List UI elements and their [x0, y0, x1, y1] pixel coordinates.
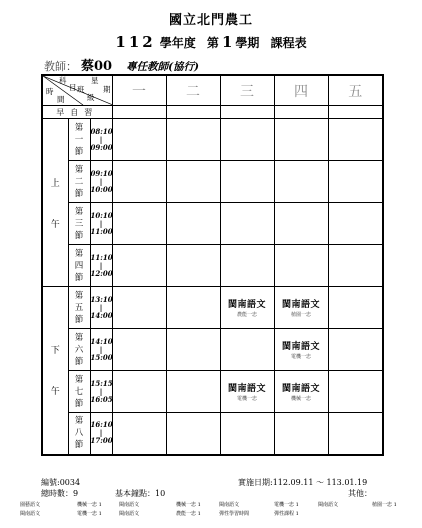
- period-number: 第 三 節: [68, 203, 90, 245]
- period-row-2: [42, 161, 383, 203]
- teacher-line: [44, 55, 199, 74]
- slot-p1-thu[interactable]: [274, 119, 328, 161]
- summary-item: 閩南語文: [20, 511, 41, 517]
- slot-p8-thu[interactable]: [274, 413, 328, 455]
- slot-p6-thu[interactable]: [274, 329, 328, 371]
- period-time: 15:15 | 16:05: [90, 371, 112, 413]
- slot-p3-fri[interactable]: [328, 203, 383, 245]
- slot-p2-thu[interactable]: [274, 161, 328, 203]
- summary-item: 閩南語文: [318, 502, 339, 508]
- slot-p6-wed[interactable]: [220, 329, 274, 371]
- slot-p3-mon[interactable]: [112, 203, 166, 245]
- session-am: [42, 119, 68, 287]
- slot-p6-mon[interactable]: [112, 329, 166, 371]
- course-name: 閩南語文: [281, 384, 320, 394]
- slot-p7-mon[interactable]: [112, 371, 166, 413]
- session-am-char-1: 上: [50, 178, 60, 189]
- slot-p7-thu[interactable]: [274, 371, 328, 413]
- morning-row: [42, 106, 383, 119]
- course-class: 機械一忠: [290, 396, 311, 402]
- summary-item: 閩南語文: [119, 502, 140, 508]
- slot-p8-mon[interactable]: [112, 413, 166, 455]
- slot-p5-mon[interactable]: [112, 287, 166, 329]
- timetable-header-row: [42, 75, 383, 106]
- teacher-name: 蔡00: [81, 59, 113, 74]
- header-subject: 科: [59, 76, 67, 85]
- course-class: 農能一忠: [236, 312, 257, 318]
- period-time: 16:10 | 17:00: [90, 413, 112, 455]
- teacher-role: 專任教師(協行): [126, 61, 200, 73]
- course-name: 閩南語文: [281, 342, 320, 352]
- slot-p5-thu[interactable]: [274, 287, 328, 329]
- period-row-4: [42, 245, 383, 287]
- summary-item: 園藝語文: [20, 502, 41, 508]
- header-interval: 間: [57, 95, 65, 104]
- semester-number: 1: [221, 33, 233, 51]
- teacher-label: 教師：: [44, 60, 77, 73]
- slot-p3-wed[interactable]: [220, 203, 274, 245]
- period-number: 第 一 節: [68, 119, 90, 161]
- slot-p1-tue[interactable]: [166, 119, 220, 161]
- period-time: 10:10 | 11:00: [90, 203, 112, 245]
- slot-p5-tue[interactable]: [166, 287, 220, 329]
- slot-p5-fri[interactable]: [328, 287, 383, 329]
- summary-item: 電機一忠 1: [77, 511, 102, 517]
- day-header-fri: 五: [328, 75, 383, 106]
- summary-item: 機械一忠 1: [77, 502, 102, 508]
- day-header-tue: 二: [166, 75, 220, 106]
- slot-p6-fri[interactable]: [328, 329, 383, 371]
- year-number: 112: [115, 33, 156, 51]
- period-time: 11:10 | 12:00: [90, 245, 112, 287]
- period-row-7: [42, 371, 383, 413]
- slot-p8-tue[interactable]: [166, 413, 220, 455]
- header-period-day: 期: [103, 85, 111, 94]
- slot-p8-fri[interactable]: [328, 413, 383, 455]
- course-class: 電機一忠: [236, 396, 257, 402]
- summary-item: 閩南語文: [119, 511, 140, 517]
- document-label: 課程表: [270, 36, 307, 50]
- period-time: 14:10 | 15:00: [90, 329, 112, 371]
- slot-p1-wed[interactable]: [220, 119, 274, 161]
- period-number: 第 二 節: [68, 161, 90, 203]
- slot-p2-fri[interactable]: [328, 161, 383, 203]
- course-name: 閩南語文: [227, 300, 266, 310]
- period-number: 第 四 節: [68, 245, 90, 287]
- course-name: 閩南語文: [281, 300, 320, 310]
- period-time: 13:10 | 14:00: [90, 287, 112, 329]
- slot-p2-wed[interactable]: [220, 161, 274, 203]
- period-row-6: [42, 329, 383, 371]
- day-header-thu: 四: [274, 75, 328, 106]
- total-hours: 總時數：9: [41, 489, 79, 498]
- base-hours: 基本鐘點：10: [115, 489, 166, 498]
- corner-header-cell: [42, 75, 112, 106]
- session-pm: [42, 287, 68, 455]
- semester-prefix: 第: [206, 36, 219, 50]
- slot-p4-mon[interactable]: [112, 245, 166, 287]
- period-number: 第 八 節: [68, 413, 90, 455]
- session-am-char-2: 午: [50, 219, 60, 230]
- period-row-5: [42, 287, 383, 329]
- slot-p7-wed[interactable]: [220, 371, 274, 413]
- slot-p4-fri[interactable]: [328, 245, 383, 287]
- slot-p5-wed[interactable]: [220, 287, 274, 329]
- year-label: 學年度: [159, 36, 196, 50]
- slot-p3-tue[interactable]: [166, 203, 220, 245]
- summary-item: 彈性學習時間: [219, 511, 250, 517]
- morning-cell: [220, 106, 274, 119]
- period-number: 第 五 節: [68, 287, 90, 329]
- slot-p4-tue[interactable]: [166, 245, 220, 287]
- day-header-mon: 一: [112, 75, 166, 106]
- slot-p1-mon[interactable]: [112, 119, 166, 161]
- header-weekday: 星: [91, 76, 99, 85]
- slot-p1-fri[interactable]: [328, 119, 383, 161]
- slot-p4-thu[interactable]: [274, 245, 328, 287]
- slot-p2-tue[interactable]: [166, 161, 220, 203]
- course-class: 電機一忠: [290, 354, 311, 360]
- slot-p6-tue[interactable]: [166, 329, 220, 371]
- effective-date: 實施日期:112.09.11 ～ 113.01.19: [238, 478, 368, 487]
- slot-p2-mon[interactable]: [112, 161, 166, 203]
- header-item: 目: [69, 83, 77, 92]
- morning-cell: [112, 106, 166, 119]
- summary-item: 植園一忠 1: [372, 502, 397, 508]
- morning-label: 早自習: [42, 106, 112, 119]
- session-pm-char-1: 下: [50, 346, 60, 357]
- period-number: 第 六 節: [68, 329, 90, 371]
- summary-item: 機械一忠 1: [176, 502, 201, 508]
- schedule-title: [0, 33, 422, 51]
- morning-cell: [274, 106, 328, 119]
- summary-item: 農能一忠 1: [176, 511, 201, 517]
- summary-item: 閩南語文: [219, 502, 240, 508]
- summary-item: 電機一忠 1: [274, 502, 299, 508]
- period-row-8: [42, 413, 383, 455]
- period-row-3: [42, 203, 383, 245]
- slot-p7-fri[interactable]: [328, 371, 383, 413]
- semester-label: 學期: [235, 36, 260, 50]
- summary-item: 彈性課程 1: [274, 511, 299, 517]
- course-name: 閩南語文: [227, 384, 266, 394]
- slot-p3-thu[interactable]: [274, 203, 328, 245]
- header-time: 時: [46, 87, 54, 96]
- morning-cell: [328, 106, 383, 119]
- period-time: 09:10 | 10:00: [90, 161, 112, 203]
- period-row-1: [42, 119, 383, 161]
- doc-code: 編號:0034: [41, 478, 81, 487]
- school-name: 國立北門農工: [168, 13, 253, 28]
- course-class: 植園一忠: [290, 312, 311, 318]
- timetable: [41, 74, 384, 456]
- slot-p4-wed[interactable]: [220, 245, 274, 287]
- period-time: 08:10 | 09:00: [90, 119, 112, 161]
- slot-p7-tue[interactable]: [166, 371, 220, 413]
- session-pm-char-2: 午: [50, 387, 60, 398]
- morning-cell: [166, 106, 220, 119]
- other-label: 其他：: [348, 489, 372, 498]
- slot-p8-wed[interactable]: [220, 413, 274, 455]
- header-class: 班: [77, 85, 85, 94]
- period-number: 第 七 節: [68, 371, 90, 413]
- header-grade: 級: [87, 93, 95, 102]
- day-header-wed: 三: [220, 75, 274, 106]
